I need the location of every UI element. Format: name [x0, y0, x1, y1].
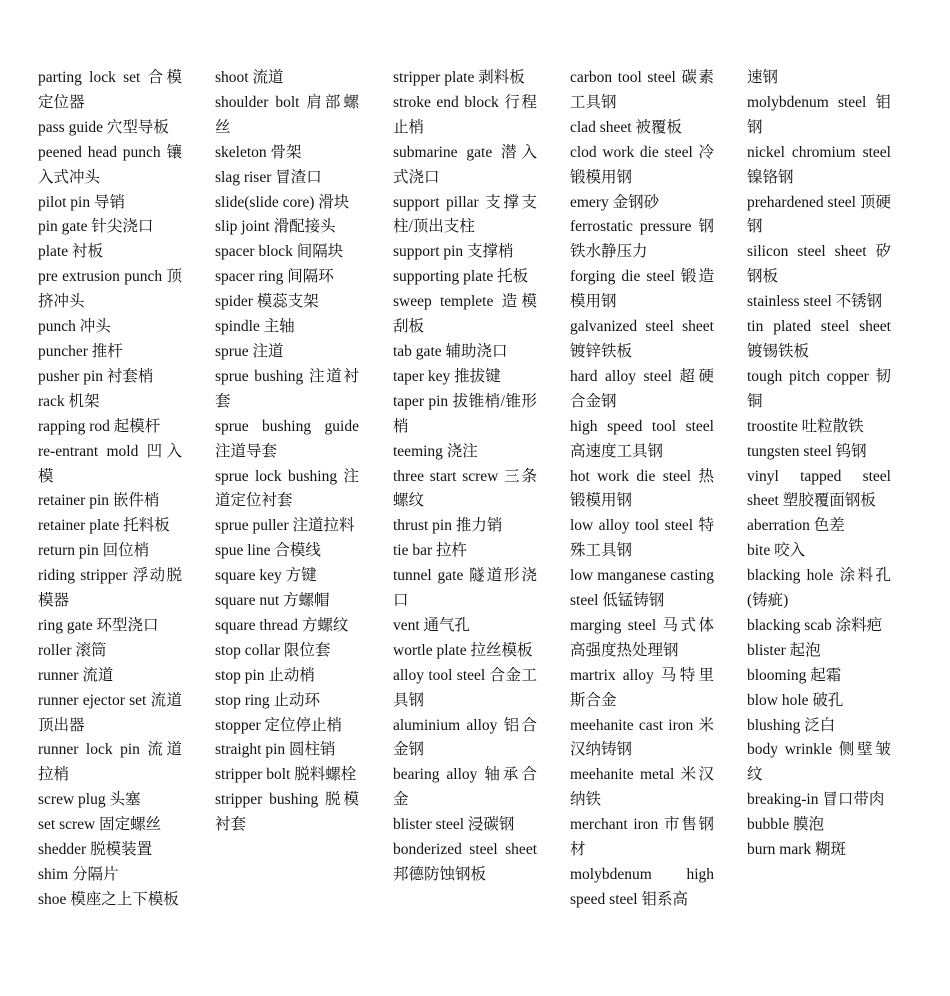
glossary-entry: tunnel gate 隧道形浇口 — [393, 567, 537, 610]
glossary-entry: sprue 注道 — [215, 342, 284, 360]
glossary-entry: bearing alloy 轴承合金 — [393, 766, 537, 809]
glossary-entry: runner 流道 — [38, 666, 114, 684]
glossary-entry: stripper bushing 脱模衬套 — [215, 791, 359, 834]
glossary-entry: set screw 固定螺丝 — [38, 816, 162, 834]
glossary-entry: blister 起泡 — [747, 641, 821, 659]
glossary-entry: molybdenum high speed steel 钼系高 — [570, 866, 714, 908]
glossary-entry: punch 冲头 — [38, 318, 111, 336]
glossary-entry: vinyl tapped steel sheet 塑胶覆面钢板 — [747, 467, 891, 510]
glossary-entry: emery 金钢砂 — [570, 193, 660, 211]
glossary-entry: pass guide 穴型导板 — [38, 118, 169, 136]
glossary-entry: shedder 脱模装置 — [38, 841, 153, 859]
glossary-entry: bite 咬入 — [747, 542, 806, 560]
glossary-entry: retainer pin 嵌件梢 — [38, 492, 160, 510]
glossary-entry: square thread 方螺纹 — [215, 616, 349, 634]
glossary-entry: clad sheet 被覆板 — [570, 118, 682, 136]
glossary-entry: hard alloy steel 超硬合金钢 — [570, 367, 714, 410]
glossary-entry: silicon steel sheet 矽钢板 — [747, 243, 891, 286]
glossary-entry: shoot 流道 — [215, 69, 284, 86]
glossary-entry: wortle plate 拉丝模板 — [393, 641, 533, 659]
glossary-entry: supporting plate 托板 — [393, 268, 529, 286]
glossary-entry: stroke end block 行程止梢 — [393, 93, 537, 136]
glossary-entry: aluminium alloy 铝合金钢 — [393, 716, 537, 759]
glossary-entry: taper key 推拔键 — [393, 367, 501, 385]
glossary-entry: stainless steel 不锈钢 — [747, 293, 883, 311]
glossary-entry: stopper 定位停止梢 — [215, 716, 343, 734]
glossary-entry: puncher 推杆 — [38, 342, 123, 360]
glossary-entry: taper pin 拔锥梢/锥形梢 — [393, 392, 537, 435]
glossary-entry: plate 衬板 — [38, 243, 103, 261]
glossary-entry: blushing 泛白 — [747, 716, 836, 734]
glossary-entry: tough pitch copper 韧铜 — [747, 367, 891, 410]
glossary-entry: riding stripper 浮动脱模器 — [38, 567, 182, 610]
glossary-entry: square key 方键 — [215, 567, 317, 585]
glossary-entry: blacking scab 涂料疤 — [747, 616, 883, 634]
glossary-entry: pin gate 针尖浇口 — [38, 218, 154, 236]
glossary-entry: three start screw 三条螺纹 — [393, 467, 537, 510]
glossary-entry: skeleton 骨架 — [215, 143, 302, 161]
glossary-entry: retainer plate 托料板 — [38, 517, 170, 535]
glossary-entry: sprue puller 注道拉料 — [215, 517, 355, 535]
glossary-column-3 — [393, 66, 537, 888]
glossary-entry: spue line 合模线 — [215, 542, 321, 560]
glossary-entry: shim 分隔片 — [38, 866, 119, 883]
glossary-entry: slide(slide core) 滑块 — [215, 193, 350, 211]
glossary-entry: tie bar 拉杵 — [393, 542, 468, 560]
glossary-entry: shoe 模座之上下模板 — [38, 890, 179, 908]
glossary-entry: stop collar 限位套 — [215, 641, 331, 659]
glossary-entry: screw plug 头塞 — [38, 791, 141, 809]
glossary-entry: bonderized steel sheet 邦德防蚀钢板 — [393, 841, 537, 883]
glossary-entry: pilot pin 导销 — [38, 193, 125, 211]
glossary-entry: roller 滚筒 — [38, 641, 107, 659]
glossary-entry: blow hole 破孔 — [747, 691, 844, 709]
glossary-entry: teeming 浇注 — [393, 442, 478, 460]
glossary-page — [38, 66, 892, 946]
glossary-entry: blacking hole 涂料孔(铸疵) — [747, 567, 891, 610]
glossary-entry: meehanite cast iron 米汉纳铸钢 — [570, 716, 714, 759]
glossary-entry: slip joint 滑配接头 — [215, 218, 336, 236]
glossary-entry: thrust pin 推力销 — [393, 517, 503, 535]
glossary-entry: hot work die steel 热锻模用钢 — [570, 467, 714, 510]
glossary-entry: forging die steel 锻造模用钢 — [570, 268, 714, 311]
glossary-entry: stripper plate 剥料板 — [393, 69, 525, 86]
glossary-entry: return pin 回位梢 — [38, 542, 150, 560]
glossary-entry: stop ring 止动环 — [215, 691, 321, 709]
glossary-entry: ring gate 环型浇口 — [38, 616, 159, 634]
glossary-entry: blister steel 浸碳钢 — [393, 816, 515, 834]
glossary-entry: aberration 色差 — [747, 517, 845, 535]
glossary-entry: peened head punch 镶入式冲头 — [38, 143, 182, 186]
glossary-entry: sprue bushing 注道衬套 — [215, 367, 359, 410]
glossary-entry: re-entrant mold 凹入模 — [38, 442, 182, 485]
glossary-entry: spacer ring 间隔环 — [215, 268, 334, 286]
glossary-entry: molybdenum steel 钼钢 — [747, 93, 891, 136]
glossary-entry: carbon tool steel 碳素工具钢 — [570, 69, 714, 111]
glossary-entry: square nut 方螺帽 — [215, 592, 330, 610]
glossary-entry: burn mark 糊斑 — [747, 841, 847, 859]
glossary-entry: spindle 主轴 — [215, 318, 295, 336]
glossary-entry: rack 机架 — [38, 392, 100, 410]
glossary-entry: rapping rod 起模杆 — [38, 417, 161, 435]
glossary-entry: prehardened steel 顶硬钢 — [747, 193, 891, 236]
glossary-entry: shoulder bolt 肩部螺丝 — [215, 93, 359, 136]
glossary-entry: alloy tool steel 合金工具钢 — [393, 666, 537, 709]
glossary-entry: tab gate 辅助浇口 — [393, 342, 508, 360]
glossary-entry: stop pin 止动梢 — [215, 666, 315, 684]
glossary-entry: troostite 吐粒散铁 — [747, 417, 864, 435]
glossary-entry: clod work die steel 冷锻模用钢 — [570, 143, 714, 186]
glossary-entry: runner lock pin 流道拉梢 — [38, 741, 182, 784]
glossary-entry: tungsten steel 钨钢 — [747, 442, 867, 460]
glossary-entry: straight pin 圆柱销 — [215, 741, 336, 759]
glossary-column-4 — [570, 66, 714, 913]
glossary-entry: pre extrusion punch 顶挤冲头 — [38, 268, 182, 311]
glossary-entry: low manganese casting steel 低锰铸钢 — [570, 567, 714, 610]
glossary-entry: tin plated steel sheet 镀锡铁板 — [747, 318, 891, 360]
glossary-entry: breaking-in 冒口带肉 — [747, 791, 885, 809]
glossary-entry: support pin 支撑梢 — [393, 243, 514, 261]
glossary-entry: spacer block 间隔块 — [215, 243, 344, 261]
glossary-entry: blooming 起霜 — [747, 666, 842, 684]
glossary-entry: vent 通气孔 — [393, 616, 471, 634]
glossary-entry: pusher pin 衬套梢 — [38, 367, 154, 385]
glossary-entry: runner ejector set 流道顶出器 — [38, 691, 182, 734]
glossary-entry: galvanized steel sheet 镀锌铁板 — [570, 318, 714, 360]
glossary-entry: merchant iron 市售钢材 — [570, 816, 714, 859]
glossary-column-5 — [747, 66, 891, 863]
glossary-entry: sweep templete 造模刮板 — [393, 293, 537, 336]
glossary-entry: sprue bushing guide 注道导套 — [215, 417, 359, 460]
glossary-entry: parting lock set 合模定位器 — [38, 69, 182, 111]
glossary-entry: sprue lock bushing 注道定位衬套 — [215, 467, 359, 510]
glossary-entry: stripper bolt 脱料螺栓 — [215, 766, 357, 784]
glossary-entry: high speed tool steel 高速度工具钢 — [570, 417, 714, 460]
glossary-entry: ferrostatic pressure 钢铁水静压力 — [570, 218, 714, 261]
glossary-entry: submarine gate 潜入式浇口 — [393, 143, 537, 186]
glossary-column-1 — [38, 66, 182, 913]
glossary-entry: meehanite metal 米汉纳铁 — [570, 766, 714, 809]
glossary-entry: 速钢 — [747, 69, 779, 86]
glossary-entry: nickel chromium steel 镍铬钢 — [747, 143, 891, 186]
glossary-entry: support pillar 支撑支柱/顶出支柱 — [393, 193, 537, 236]
glossary-entry: slag riser 冒渣口 — [215, 168, 322, 186]
glossary-entry: body wrinkle 侧壁皱纹 — [747, 741, 891, 784]
glossary-entry: low alloy tool steel 特殊工具钢 — [570, 517, 714, 560]
glossary-entry: marging steel 马式体高强度热处理钢 — [570, 616, 714, 659]
glossary-entry: bubble 膜泡 — [747, 816, 825, 834]
glossary-entry: spider 模蕊支架 — [215, 293, 319, 311]
glossary-entry: martrix alloy 马特里斯合金 — [570, 666, 714, 709]
glossary-column-2 — [215, 66, 359, 838]
